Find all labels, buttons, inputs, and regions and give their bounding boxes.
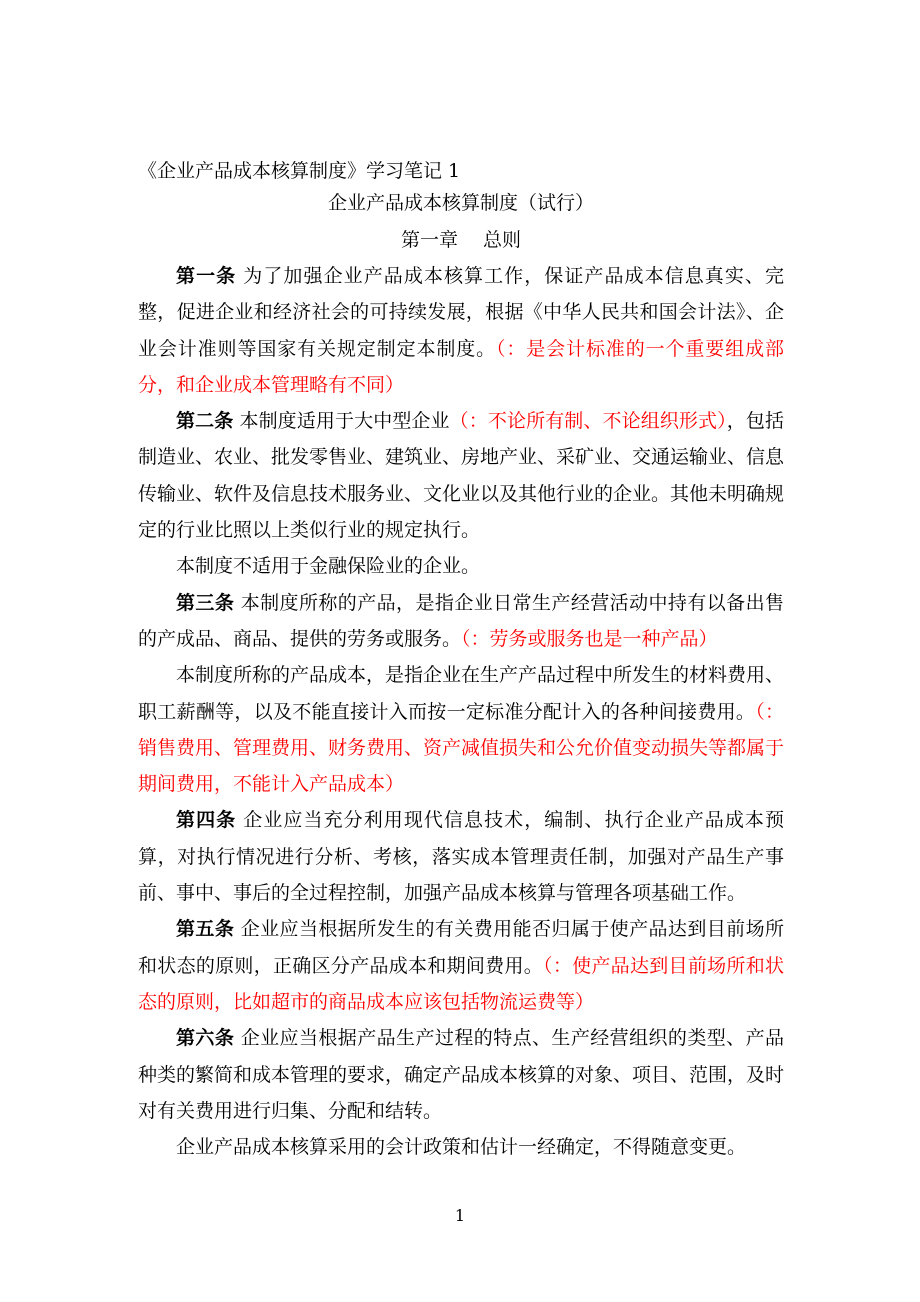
annotation-note: （：劳务或服务也是一种产品）: [461, 627, 718, 650]
article-2-clause: [138, 548, 784, 584]
article-4: [138, 802, 784, 911]
article-text: 企业应当根据产品生产过程的特点、生产经营组织的类型、产品种类的繁简和成本管理的要求，确定产品成本核算的对象、项目、范围，及时对有关费用进行归集、分配和结转。: [138, 1027, 785, 1122]
article-3: [138, 585, 784, 658]
article-6-clause: [138, 1129, 784, 1165]
article-text: 本制度不适用于金融保险业的企业。: [176, 555, 481, 578]
document-title: 《企业产品成本核算制度》学习笔记 1: [138, 160, 461, 182]
article-text: 本制度所称的产品，是指企业日常生产经营活动中持有以备出售的产成品、商品、提供的劳务或服务。: [138, 591, 784, 650]
article-2: [138, 403, 784, 548]
page-number: 1: [454, 1206, 466, 1225]
article-label: 第三条: [176, 591, 235, 614]
article-text-continued: ，包括制造业、农业、批发零售业、建筑业、房地产业、采矿业、交通运输业、信息传输业、软件及信息技术服务业、文化业以及其他行业的企业。其他未明确规定的行业比照以上类似行业的规定执行。: [138, 410, 785, 542]
article-text: 为了加强企业产品成本核算工作，保证产品成本信息真实、完整，促进企业和经济社会的可持续发展，根据《中华人民共和国会计法》、企业会计准则等国家有关规定制定本制度。: [138, 265, 784, 360]
article-text: 企业应当充分利用现代信息技术，编制、执行企业产品成本预算，对执行情况进行分析、考核，落实成本管理责任制，加强对产品生产事前、事中、事后的全过程控制，加强产品成本核算与管理各项基础工作。: [138, 809, 784, 905]
annotation-note: （：是会计标准的一个重要组成部分，和企业成本管理略有不同）: [138, 337, 784, 396]
article-text: 企业应当根据所发生的有关费用能否归属于使产品达到目前场所和状态的原则，正确区分产品成本和期间费用。: [138, 918, 784, 977]
regulation-title: 企业产品成本核算制度（试行）: [327, 192, 594, 214]
annotation-note: （：不论所有制、不论组织形式）: [449, 410, 727, 433]
article-label: 第二条: [176, 410, 234, 433]
article-text: 本制度所称的产品成本，是指企业在生产产品过程中所发生的材料费用、职工薪酬等，以及不能直接计入而按一定标准分配计入的各种间接费用。: [138, 664, 785, 723]
article-label: 第一条: [176, 265, 237, 287]
annotation-note: （：销售费用、管理费用、财务费用、资产减值损失和公允价值变动损失等都属于期间费用，不能计入产品成本）: [138, 700, 785, 796]
article-5: [138, 911, 784, 1020]
article-1: [138, 258, 784, 403]
article-label: 第四条: [176, 809, 237, 832]
article-label: 第六条: [176, 1027, 235, 1050]
article-6: [138, 1020, 784, 1129]
article-label: 第五条: [176, 918, 235, 941]
article-text: 企业产品成本核算采用的会计政策和估计一经确定，不得随意变更。: [176, 1136, 747, 1159]
annotation-note: （：使产品达到目前场所和状态的原则，比如超市的商品成本应该包括物流运费等）: [138, 954, 784, 1013]
document-body: [138, 156, 784, 1165]
article-text: 本制度适用于大中型企业: [233, 410, 450, 433]
chapter-heading: 第一章 总则: [400, 229, 522, 251]
article-3-clause: [138, 657, 784, 802]
